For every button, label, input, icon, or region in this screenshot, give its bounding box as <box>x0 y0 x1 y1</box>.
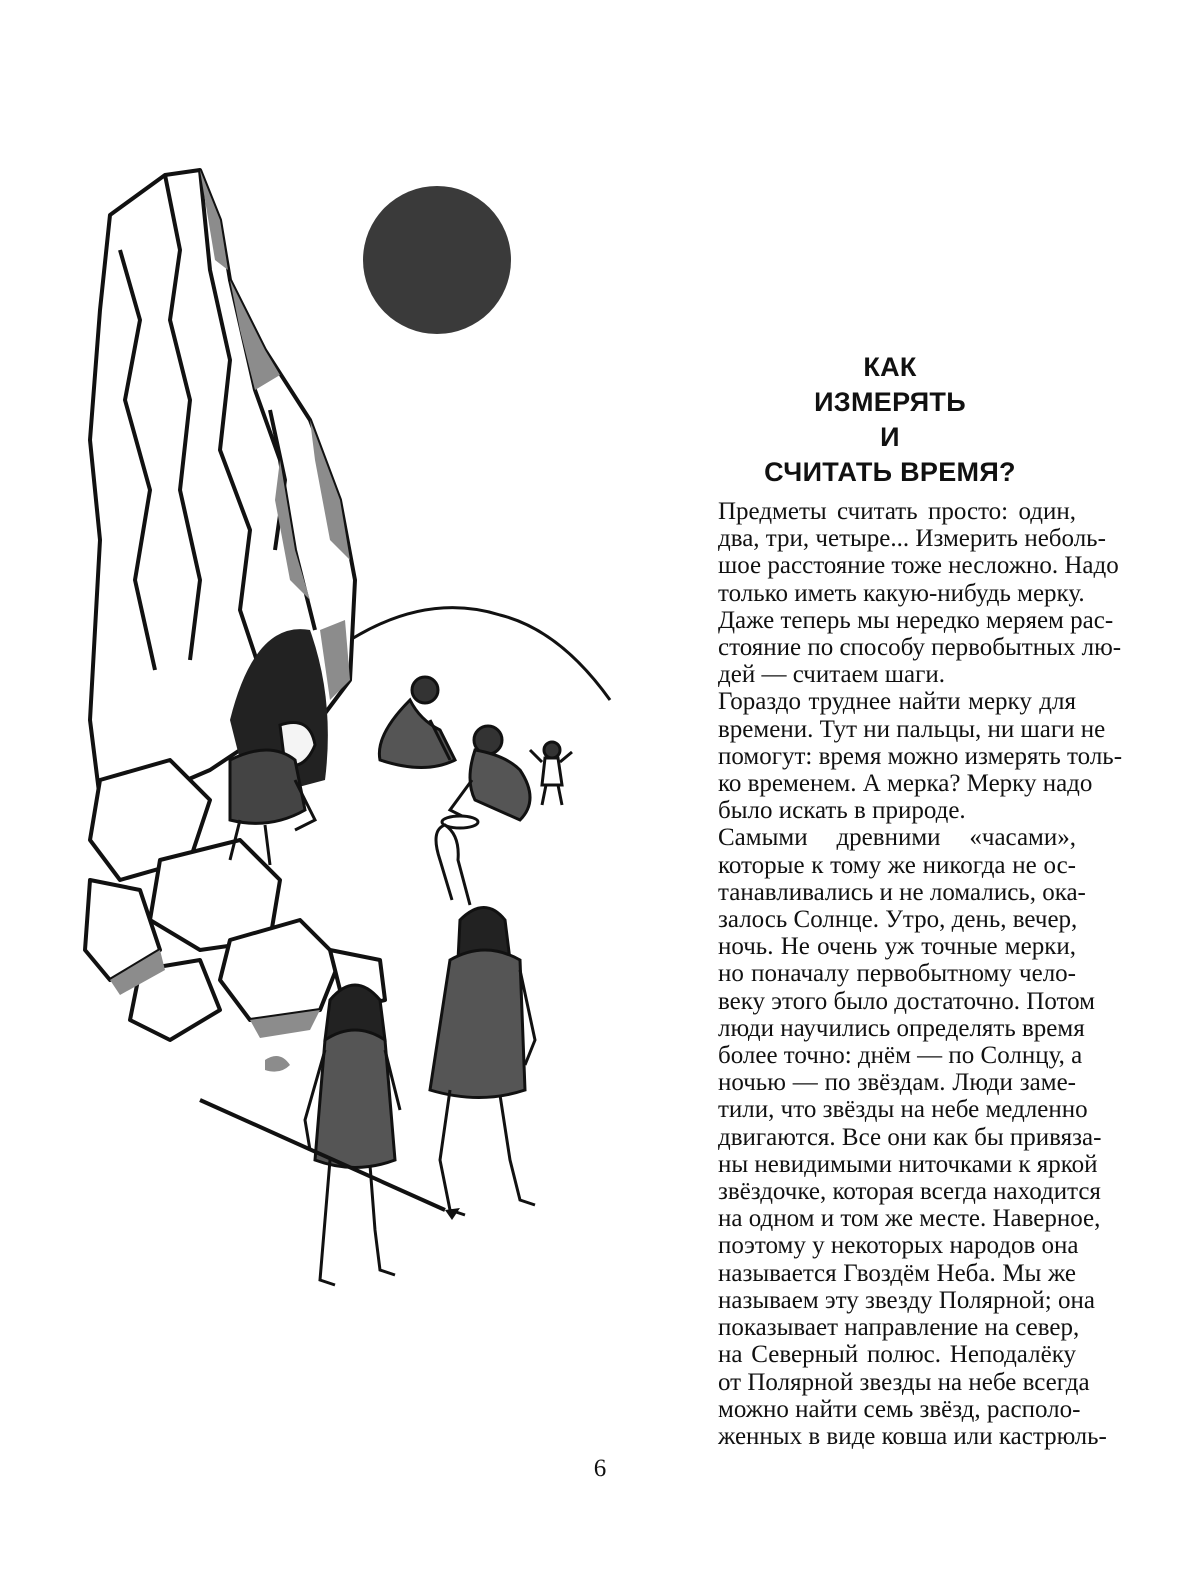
chapter-title-line: СЧИТАТЬ ВРЕМЯ? <box>764 457 1016 487</box>
figure-kneeling-woman <box>442 726 530 828</box>
text-line: Самыми древними «часами», <box>718 824 1076 852</box>
text-line: два, три, четыре... Измерить неболь- <box>718 525 1106 553</box>
figure-hunter-left <box>305 985 400 1285</box>
text-line: Гораздо труднее найти мерку для <box>718 688 1076 716</box>
figure-hunter-right <box>430 825 535 1215</box>
text-line: звёздочке, которая всегда находится <box>718 1178 1101 1206</box>
text-line: Предметы считать просто: один, <box>718 498 1076 525</box>
text-line: было искать в природе. <box>718 797 966 825</box>
text-line: называется Гвоздём Неба. Мы же <box>718 1259 1076 1287</box>
text-line: ночь. Не очень уж точные мерки, <box>718 933 1076 961</box>
text-line: называем эту звезду Полярной; она <box>718 1286 1095 1314</box>
text-line: танавливались и не ломались, ока- <box>718 878 1086 906</box>
text-line: но поначалу первобытному чело- <box>718 960 1076 988</box>
paragraph-1 <box>676 498 1122 689</box>
text-line: показывает направление на север, <box>718 1314 1080 1342</box>
text-line: дей — считаем шаги. <box>718 661 945 689</box>
text-line: залось Солнце. Утро, день, вечер, <box>718 906 1078 934</box>
text-line: ны невидимыми ниточками к яркой <box>718 1150 1098 1178</box>
text-line: шое расстояние тоже несложно. Надо <box>718 552 1119 580</box>
text-line: поэтому у некоторых народов она <box>718 1232 1079 1260</box>
text-line: стояние по способу первобытных лю- <box>718 634 1122 662</box>
text-line: ко временем. А мерка? Мерку надо <box>718 770 1093 798</box>
chapter-title <box>690 350 1090 490</box>
text-line: веку этого было достаточно. Потом <box>718 987 1095 1015</box>
text-line: только иметь какую-нибудь мерку. <box>718 579 1085 607</box>
figure-sitting-woman <box>379 677 455 768</box>
text-line: женных в виде ковша или кастрюль- <box>718 1422 1107 1450</box>
illustration-primitive-people <box>80 160 640 1360</box>
article-body <box>676 498 1123 1450</box>
page-number: 6 <box>593 1455 607 1482</box>
text-line: которые к тому же никогда не ос- <box>718 851 1076 879</box>
paragraph-2 <box>676 688 1123 825</box>
paragraph-3 <box>676 824 1107 1450</box>
text-line: времени. Тут ни пальцы, ни шаги не <box>718 715 1106 743</box>
sun-illustration <box>363 186 511 334</box>
text-line: от Полярной звезды на небе всегда <box>718 1368 1090 1396</box>
figure-child <box>530 742 572 805</box>
text-line: можно найти семь звёзд, располо- <box>718 1395 1081 1423</box>
text-line: на Северный полюс. Неподалёку <box>718 1341 1076 1369</box>
chapter-title-line: И <box>880 422 900 452</box>
text-line: на одном и том же месте. Наверное, <box>718 1205 1101 1233</box>
text-line: более точно: днём — по Солнцу, а <box>718 1042 1083 1070</box>
text-line: люди научились определять время <box>718 1014 1085 1042</box>
chapter-title-line: КАК <box>863 352 917 382</box>
text-line: Даже теперь мы нередко меряем рас- <box>718 606 1114 634</box>
text-line: двигаются. Все они как бы привяза- <box>718 1123 1102 1151</box>
text-line: помогут: время можно измерять толь- <box>718 742 1123 770</box>
chapter-title-line: ИЗМЕРЯТЬ <box>814 387 966 417</box>
text-line: ночью — по звёздам. Люди заме- <box>718 1069 1076 1097</box>
hill-outline <box>335 608 610 700</box>
text-line: тили, что звёзды на небе медленно <box>718 1096 1088 1124</box>
